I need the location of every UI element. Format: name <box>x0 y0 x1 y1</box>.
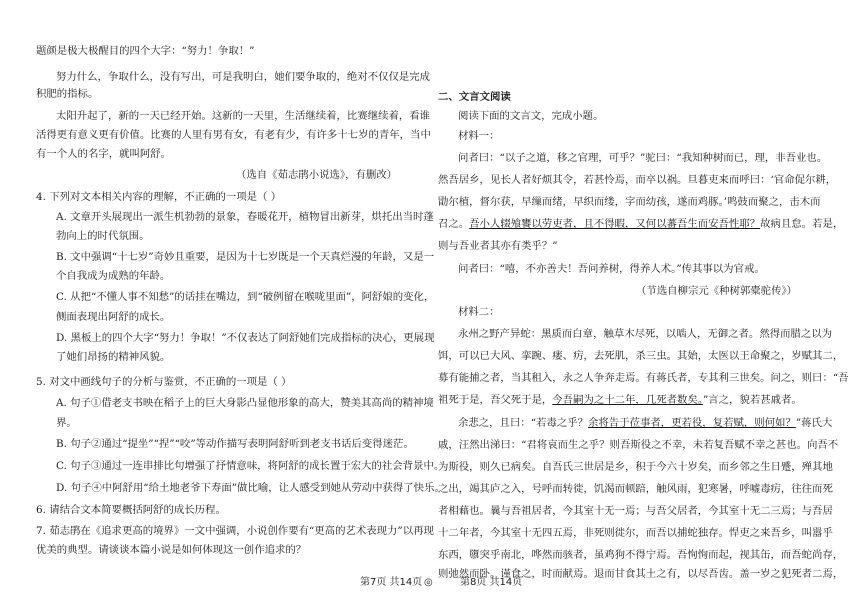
text-line <box>438 393 802 407</box>
material-label: 材料二： <box>458 306 500 318</box>
text-segment: 故病且怠。若是， <box>760 218 844 230</box>
option-a-cont: 界。 <box>56 417 77 429</box>
option-a: A. 句子①借老支书映在稻子上的巨大身影凸显他形象的高大，赞美其高尚的精神境 <box>56 397 434 409</box>
page-number-right: 第8页 共14页 <box>460 577 523 588</box>
text-line: 太阳升起了，新的一天已经开始。这新的一天里，生活继续着，比赛继续着，看谁 <box>56 110 431 122</box>
underlined-sentence: 吾小人辍飧饔以劳吏者，且不得暇，又何以蕃吾生而安吾性耶？ <box>469 218 761 230</box>
text-line: 十二年者，今其室十无四五焉，非死则徙尔，而吾以捕蛇独存。悍吏之来吾乡，叫嚣乎 <box>438 527 833 539</box>
option-d: D. 句子④中阿舒用“给土地老爷下寿面”做比喻，让人感受到她从劳动中获得了快乐。 <box>56 482 445 494</box>
question-7: 7. 茹志鹃在《追求更高的境界》一文中强调，小说创作要有“更高的艺术表现力”以再现 <box>36 525 434 537</box>
text-segment: ”蒋氏大 <box>795 417 833 429</box>
text-line: 永州之野产异蛇：黑质而白章，触草木尽死，以啮人，无御之者。然得而腊之以为 <box>458 328 833 340</box>
text-line: 者相藉也。曩与吾祖居者，今其室十无一焉；与吾父居者，今其室十无二三焉；与吾居 <box>438 505 833 517</box>
text-line: 积肥的指标。 <box>36 88 99 100</box>
option-d: D. 黑板上的四个大字“努力！争取！”不仅表达了阿舒她们完成指标的决心，更展现 <box>56 332 435 344</box>
option-b: B. 句子②通过“提坐”“捏”“咬”等动作描写表明阿舒听到老支书话后变得迷茫。 <box>56 438 414 450</box>
text-line: 之出，竭其庐之入，号呼而转徙，饥渴而顿踣，触风雨，犯寒暑，呼嘘毒疠，往往而死 <box>438 483 833 495</box>
source-citation: （选自《茹志鹃小说选》，有删改） <box>236 169 398 181</box>
text-segment: 召之。 <box>438 218 470 230</box>
text-line: 则弛然而卧。谨食之，时而献焉。退而甘食其土之有，以尽吾齿。盖一岁之犯死者二焉， <box>438 568 844 580</box>
instruction: 阅读下面的文言文，完成小题。 <box>458 110 604 122</box>
text-line: 问者曰：“以子之道，移之官理，可乎？”驼曰：“我知种树而已，理，非吾业也。 <box>458 152 828 164</box>
text-line <box>438 217 843 231</box>
option-c-cont: 侧面表现出阿舒的成长。 <box>56 311 171 323</box>
text-line: 为斯役，则久已病矣。自吾氏三世居是乡，积于今六十岁矣，而乡邻之生日蹙，殚其地 <box>438 461 833 473</box>
text-line: 募有能捕之者，当其租入，永之人争奔走焉。有蒋氏者，专其利三世矣。问之，则曰：“吾 <box>438 372 849 384</box>
text-line: 题颜是极大极醒目的四个大字：“努力！争取！” <box>36 45 255 57</box>
question-7-cont: 优美的典型。请谈谈本篇小说是如何体现这一创作追求的？ <box>36 544 307 556</box>
question-5: 5. 对文中画线句子的分析与鉴赏，不正确的一项是（ ） <box>36 376 292 388</box>
page-number-left: 第7页 共14页 <box>360 577 423 588</box>
option-d-cont: 了她们昂扬的精神风貌。 <box>56 351 171 363</box>
text-line: 勖尔植，督尔获，早缫而绪，早织而缕，字而幼孩，遂而鸡豚。’鸣鼓而聚之，击木而 <box>438 196 821 208</box>
text-line: 戚，汪然出涕曰：“君将哀而生之乎？则吾斯役之不幸，未若复吾赋不幸之甚也。向吾不 <box>438 439 839 451</box>
text-line: 则与吾业者其亦有类乎？” <box>438 240 558 252</box>
option-a: A. 文章开头展现出一派生机勃勃的景象，春暖花开，植物冒出新芽，烘托出当时蓬 <box>56 211 434 223</box>
text-segment: ”言之，貌若甚戚者。 <box>702 394 802 406</box>
section-heading: 二、文言文阅读 <box>438 91 511 103</box>
question-4: 4. 下列对文本相关内容的理解，不正确的一项是（ ） <box>36 191 282 203</box>
source-citation: （节选自柳宗元《种树郭橐驼传》） <box>636 285 798 297</box>
option-c: C. 句子③通过一连串排比句增强了抒情意味，将阿舒的成长置于宏大的社会背景中。 <box>56 460 445 472</box>
option-a-cont: 勃向上的时代氛围。 <box>56 230 150 242</box>
center-mark-icon: ◎ <box>424 577 433 588</box>
option-c: C. 从把“不懂人事不知愁”的话挂在嘴边，到“破例留在喉咙里面”，阿舒娘的变化， <box>56 291 435 303</box>
underlined-sentence: 余将告于莅事者，更若役，复若赋，则何如？ <box>588 417 796 429</box>
text-line: 问者曰：“嘻，不亦善夫！吾问养树，得养人术。”传其事以为官戒。 <box>458 263 765 275</box>
text-line: 东西，隳突乎南北，哗然而骇者，虽鸡狗不得宁焉。吾恂恂而起，视其缶，而吾蛇尚存， <box>438 549 844 561</box>
text-segment: 祖死于是，吾父死于是， <box>438 394 553 406</box>
text-line <box>458 416 832 430</box>
text-line: 有一个人的名字，就叫阿舒。 <box>36 148 172 160</box>
text-line: 努力什么，争取什么，没有写出，可是我明白，她们要争取的，绝对不仅仅是完成 <box>56 71 431 83</box>
underlined-sentence: 今吾嗣为之十二年，几死者数矣。 <box>552 394 703 406</box>
question-6: 6. 请结合文本简要概括阿舒的成长历程。 <box>36 504 226 516</box>
text-segment: 余悲之，且曰：“若毒之乎？ <box>458 417 588 429</box>
material-label: 材料一： <box>458 130 500 142</box>
option-b: B. 文中强调“十七岁”奇妙且重要，是因为十七岁既是一个天真烂漫的年龄，又是一 <box>56 251 435 263</box>
text-line: 活得更有意义更有价值。比赛的人里有男有女，有老有少，有许多十七岁的青年，当中 <box>36 129 431 141</box>
text-line: 然吾居乡，见长人者好烦其令，若甚怜焉，而卒以祸。旦暮吏来而呼曰：‘官命促尔耕， <box>438 174 837 186</box>
option-b-cont: 个自我成为成熟的年龄。 <box>56 270 171 282</box>
text-line: 饵，可以已大风、挛踠、瘘、疠，去死肌，杀三虫。其始，太医以王命聚之，岁赋其二， <box>438 350 844 362</box>
